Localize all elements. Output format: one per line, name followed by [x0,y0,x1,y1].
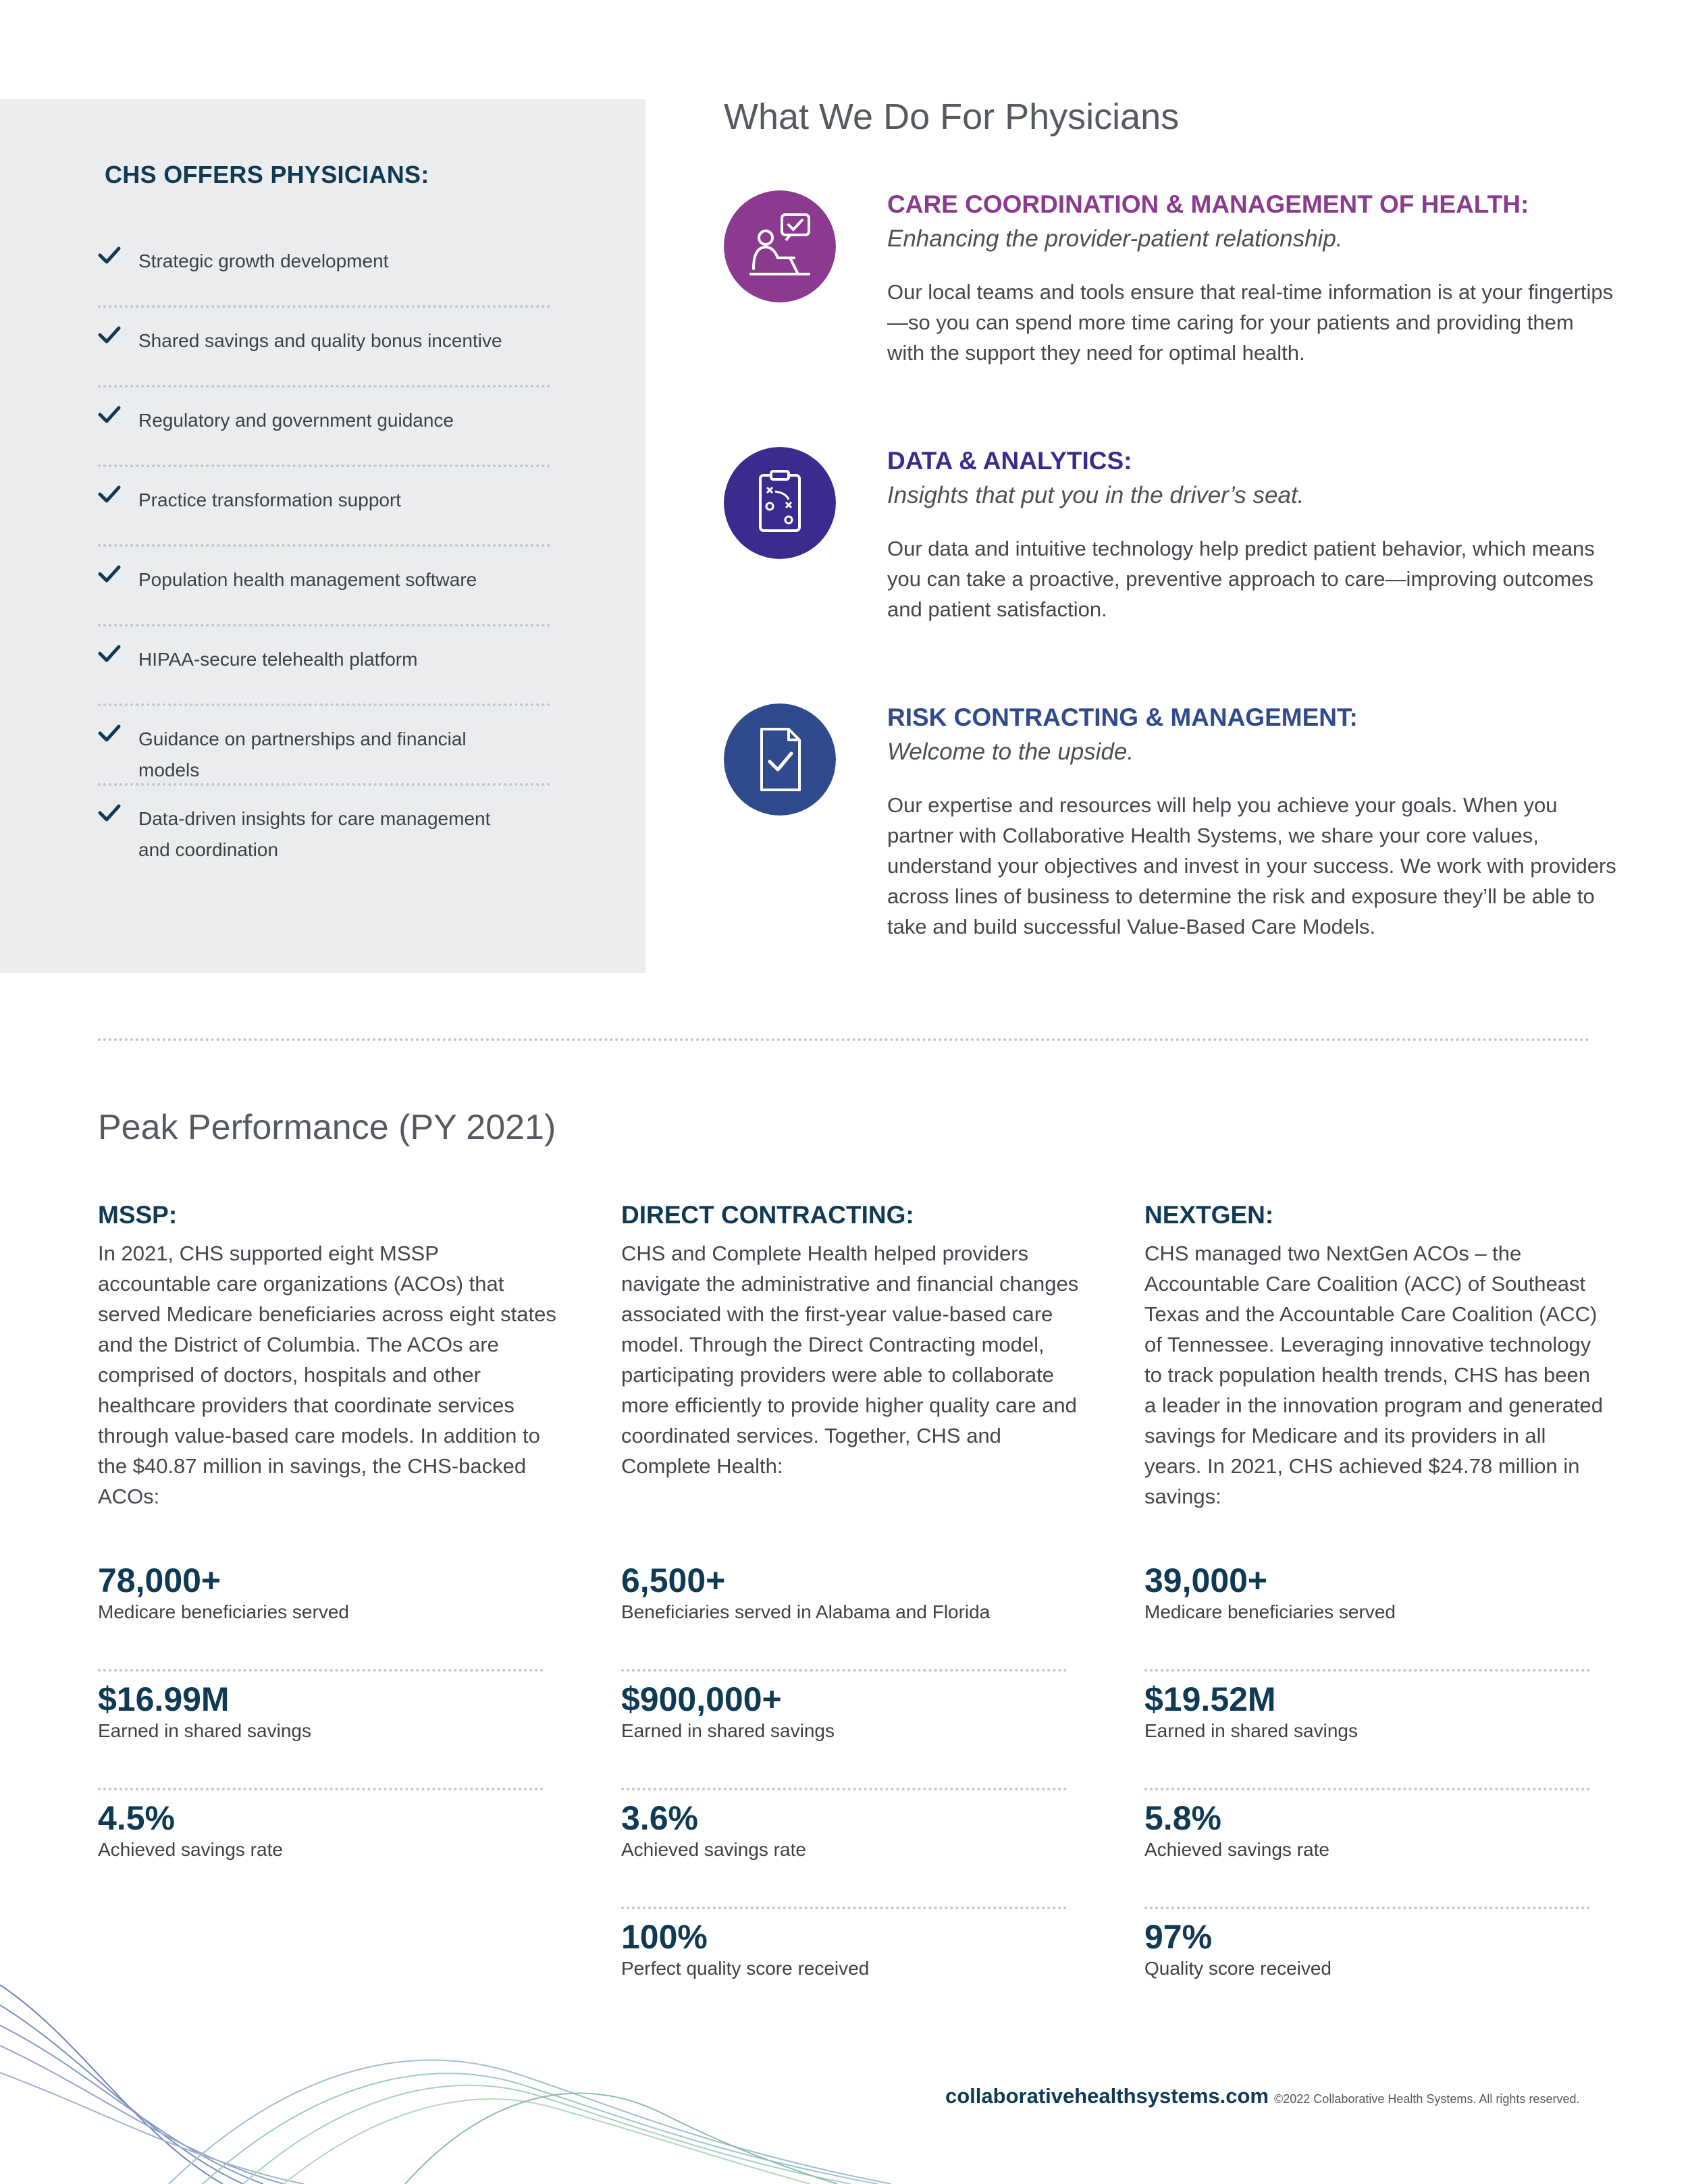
stat-item [98,1790,544,1909]
stats-list [621,1553,1067,2028]
direct-contracting-column [621,1195,1080,1979]
peak-performance-title: Peak Performance (PY 2021) [98,1108,556,1147]
stat-value: $900,000+ [621,1680,782,1718]
checkmark-icon [98,405,121,424]
service-title: CARE COORDINATION & MANAGEMENT OF HEALTH: [887,190,1529,218]
offer-text: Guidance on partnerships and financial models [138,728,467,780]
stat-item [1144,1672,1590,1790]
list-item [98,786,550,865]
stat-item [621,1790,1067,1909]
stat-item [1144,1909,1590,2028]
checkmark-icon [98,325,121,344]
checkmark-icon [98,644,121,663]
stat-item [621,1553,1067,1672]
stats-list [1144,1553,1590,2028]
checkmark-icon [98,485,121,504]
document-check-icon [724,703,836,816]
offers-list [98,228,550,865]
offer-text: Data-driven insights for care management and coordination [138,808,491,860]
service-description: Our local teams and tools ensure that real-time information is at your fingertips—so you can spend more time caring for your patients and providing them with the support they need for optimal health. [887,280,1614,365]
footer-website-link[interactable]: collaborativehealthsystems.com [945,2084,1269,2108]
column-title: MSSP: [98,1201,178,1229]
stat-value: 4.5% [98,1799,175,1837]
stat-item [1144,1790,1590,1909]
stat-label: Earned in shared savings [98,1720,311,1741]
stat-label: Medicare beneficiaries served [1144,1601,1396,1622]
stat-value: 6,500+ [621,1562,726,1599]
column-title: DIRECT CONTRACTING: [621,1201,914,1229]
list-item [98,467,550,547]
stat-label: Perfect quality score received [621,1958,870,1979]
stat-value: 100% [621,1918,708,1956]
what-we-do-title: What We Do For Physicians [724,97,1180,137]
stat-value: 39,000+ [1144,1562,1268,1599]
list-item [98,627,550,706]
footer-copyright: ©2022 Collaborative Health Systems. All rights reserved. [1274,2092,1580,2106]
offer-text: Population health management software [138,569,477,590]
stat-label: Achieved savings rate [621,1839,806,1860]
service-subtitle: Insights that put you in the driver’s seat. [887,482,1304,508]
service-title: RISK CONTRACTING & MANAGEMENT: [887,703,1358,731]
checkmark-icon [98,803,121,822]
column-description: In 2021, CHS supported eight MSSP accountable care organizations (ACOs) that served Medicare beneficiaries across eight states and the District of Columbia. The ACOs are comprised of doctors, hospitals and other healthcare providers that coordinate services through value-based care models. In addition to the $40.87 million in savings, the CHS-backed ACOs: [98,1242,556,1508]
service-title: DATA & ANALYTICS: [887,447,1132,475]
list-item [98,228,550,308]
stat-label: Earned in shared savings [1144,1720,1358,1741]
nextgen-column [1144,1195,1604,1979]
checkmark-icon [98,246,121,265]
stat-value: $19.52M [1144,1680,1276,1718]
stat-label: Earned in shared savings [621,1720,835,1741]
stats-list [98,1553,544,1909]
stat-value: 97% [1144,1918,1213,1956]
stat-label: Medicare beneficiaries served [98,1601,349,1622]
service-subtitle: Enhancing the provider-patient relationship. [887,225,1343,252]
stat-value: 3.6% [621,1799,698,1837]
column-title: NEXTGEN: [1144,1201,1274,1229]
offer-text: Strategic growth development [138,250,389,271]
stat-item [98,1672,544,1790]
offer-text: HIPAA-secure telehealth platform [138,649,418,670]
stat-label: Achieved savings rate [98,1839,283,1860]
care-coordination-icon [724,190,836,302]
offer-text: Shared savings and quality bonus incentive [138,330,502,351]
list-item [98,308,550,388]
stat-label: Quality score received [1144,1958,1332,1979]
service-subtitle: Welcome to the upside. [887,739,1134,765]
stat-value: 5.8% [1144,1799,1221,1837]
list-item [98,388,550,467]
stat-value: $16.99M [98,1680,230,1718]
section-divider [98,1038,1590,1041]
mssp-column [98,1195,557,1860]
service-description: Our data and intuitive technology help predict patient behavior, which means you can take a proactive, preventive approach to care—improving outcomes and patient satisfaction. [887,537,1595,621]
stat-label: Achieved savings rate [1144,1839,1329,1860]
stat-item [1144,1553,1590,1672]
stat-item [621,1672,1067,1790]
column-description: CHS and Complete Health helped providers navigate the administrative and financial changes associated with the first-year value-based care model. Through the Direct Contracting model, participating providers were able to collaborate more efficiently to provide higher quality care and coordinated services. Together, CHS and Complete Health: [621,1242,1079,1478]
checkmark-icon [98,564,121,583]
offer-text: Regulatory and government guidance [138,410,454,431]
checkmark-icon [98,724,121,743]
offer-text: Practice transformation support [138,489,402,510]
stat-label: Beneficiaries served in Alabama and Florida [621,1601,991,1622]
clipboard-strategy-icon [724,447,836,559]
offers-title: CHS OFFERS PHYSICIANS: [105,161,429,188]
column-description: CHS managed two NextGen ACOs – the Accountable Care Coalition (ACC) of Southeast Texas and the Accountable Care Coalition (ACC) of Tennessee. Leveraging innovative technology to track population health trends, CHS has been a leader in the innovation program and generated savings for Medicare and its providers in all years. In 2021, CHS achieved $24.78 million in savings: [1144,1242,1604,1508]
stat-value: 78,000+ [98,1562,221,1599]
service-description: Our expertise and resources will help you achieve your goals. When you partner with Collaborative Health Systems, we share your core values, understand your objectives and invest in your success. We work with providers across lines of business to determine the risk and exposure they’ll be able to take and build successful Value-Based Care Models. [887,793,1616,938]
list-item [98,547,550,627]
list-item [98,706,550,786]
decorative-waves [0,1958,891,2184]
stat-item [98,1553,544,1672]
